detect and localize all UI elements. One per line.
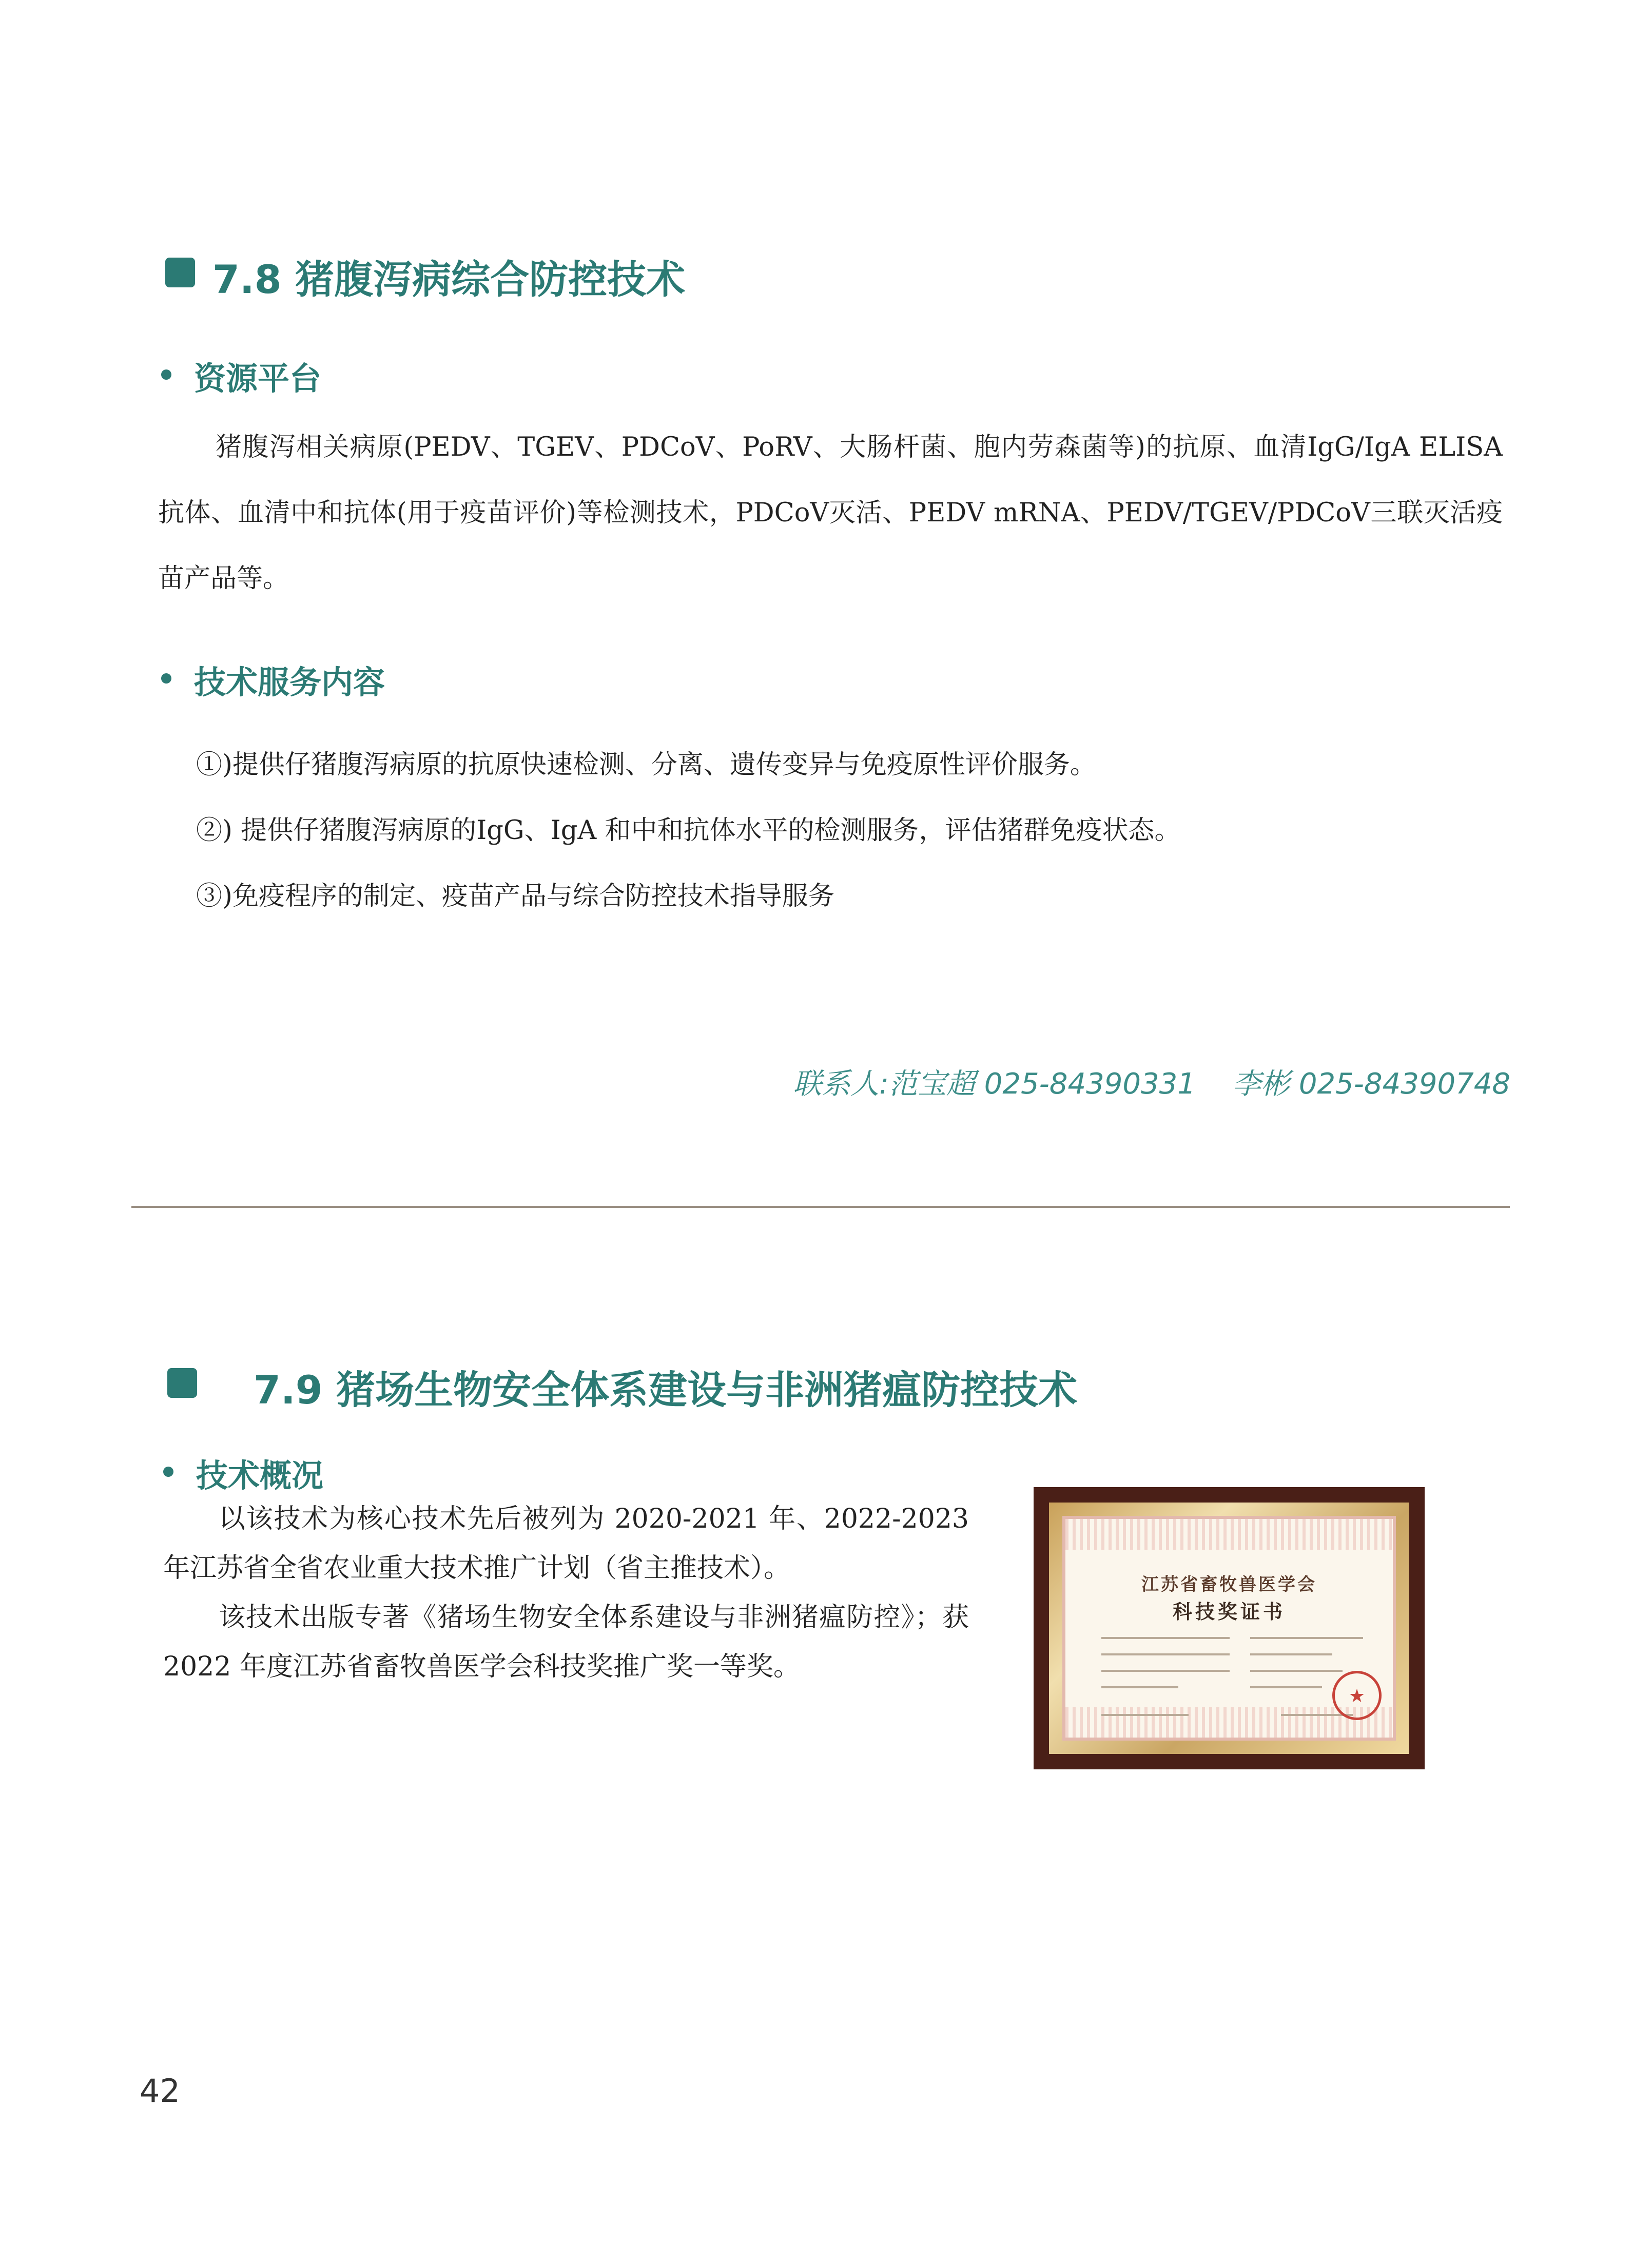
seal-icon: ★ (1332, 1671, 1382, 1720)
service-item-1: ①)提供仔猪腹泻病原的抗原快速检测、分离、遗传变异与免疫原性评价服务。 (196, 750, 1096, 780)
overview-paragraph-2: 该技术出版专著《猪场生物安全体系建设与非洲猪瘟防控》；获 2022 年度江苏省畜牧兽医学会科技奖推广奖一等奖。 (163, 1602, 969, 1682)
contact-info: 联系人:范宝超 025-84390331 李彬 025-84390748 (793, 1067, 1510, 1101)
subheading-resource: 资源平台 (194, 360, 322, 397)
overview-text (163, 1494, 969, 1691)
service-item-2: ②) 提供仔猪腹泻病原的IgG、IgA 和中和抗体水平的检测服务，评估猪群免疫状态。 (196, 815, 1181, 846)
resource-paragraph: 猪腹泻相关病原(PEDV、TGEV、PDCoV、PoRV、大肠杆菌、胞内劳森菌等)的抗原、血清IgG/IgA ELISA抗体、血清中和抗体(用于疫苗评价)等检测技术，PDCoV灭活、PEDV mRNA、PEDV/TGEV/PDCoV三联灭活疫苗产品等。 (158, 432, 1503, 594)
certificate-org: 江苏省畜牧兽医学会 (1141, 1574, 1317, 1595)
subheading-services: 技术服务内容 (194, 664, 385, 701)
bullet-dot-icon (161, 369, 171, 380)
section-title-7-8: 7.8 猪腹泻病综合防控技术 (212, 257, 686, 302)
overview-paragraph-1: 以该技术为核心技术先后被列为 2020-2021 年、2022-2023 年江苏省全省农业重大技术推广计划（省主推技术）。 (163, 1504, 969, 1584)
bullet-dot-icon (161, 673, 171, 684)
subheading-overview: 技术概况 (196, 1457, 324, 1494)
section-marker-icon (165, 258, 195, 287)
section-divider (131, 1206, 1510, 1208)
certificate-title: 科技奖证书 (1172, 1600, 1286, 1623)
section-title-7-9: 7.9 猪场生物安全体系建设与非洲猪瘟防控技术 (254, 1367, 1078, 1413)
page-number: 42 (140, 2072, 180, 2110)
service-item-3: ③)免疫程序的制定、疫苗产品与综合防控技术指导服务 (196, 881, 834, 911)
bullet-dot-icon (163, 1467, 173, 1477)
section-marker-icon (167, 1368, 197, 1398)
certificate-image (1034, 1487, 1425, 1769)
